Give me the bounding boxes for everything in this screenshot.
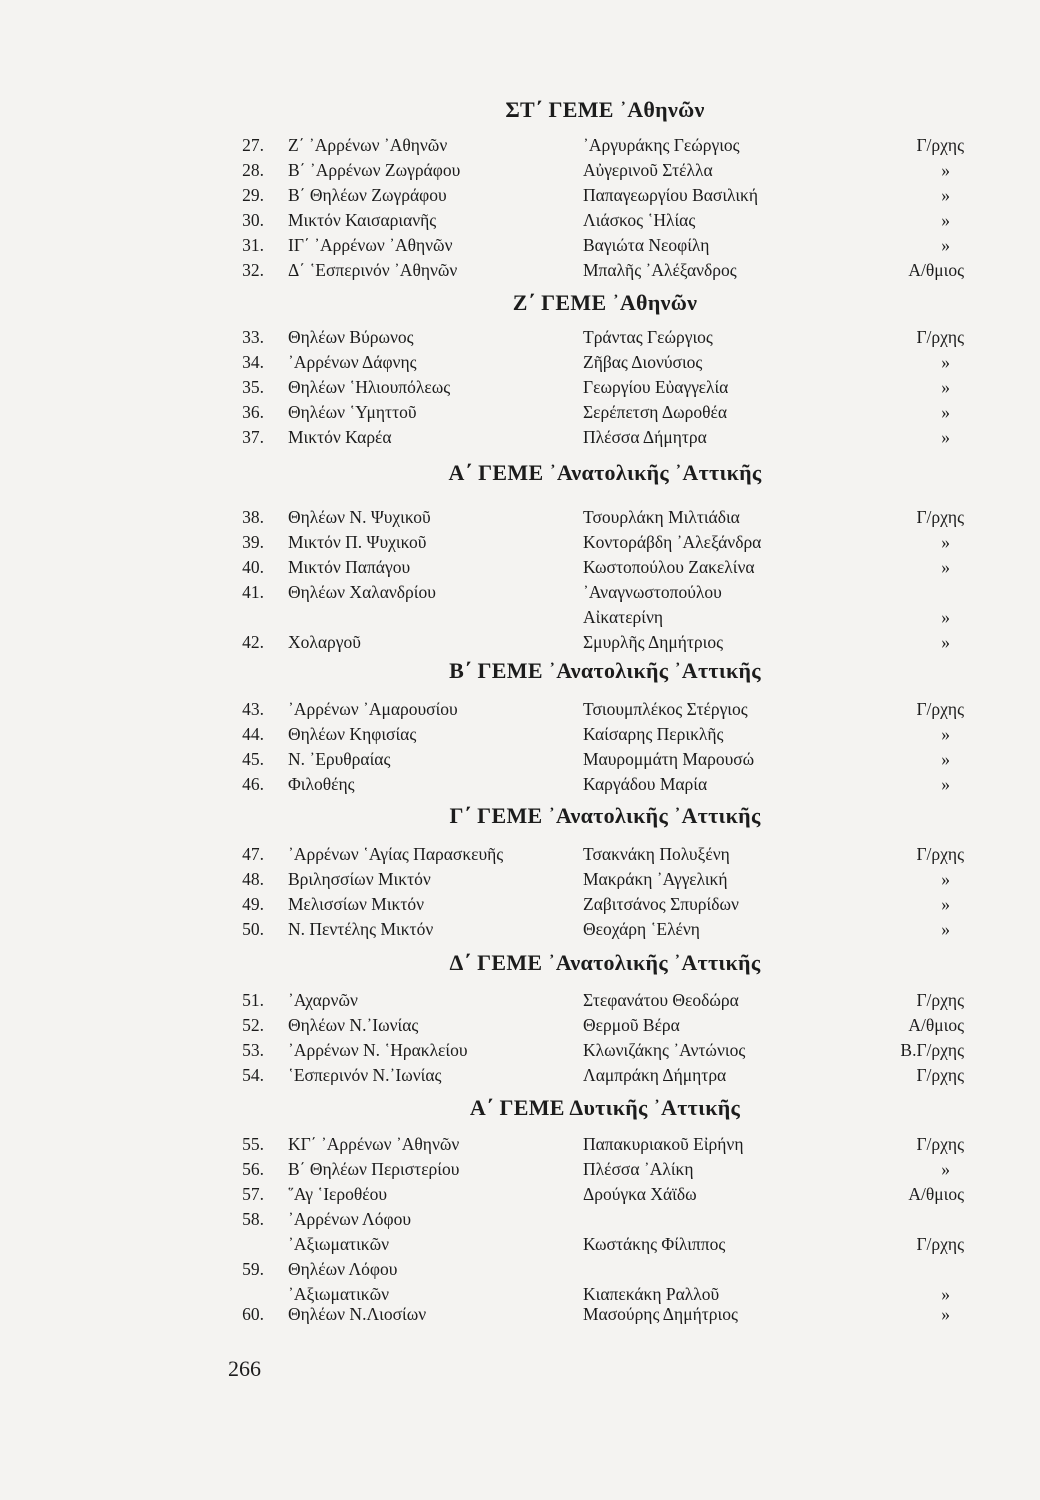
teacher-name: Καίσαρης Περικλῆς bbox=[583, 724, 724, 744]
table-row bbox=[0, 1257, 1040, 1281]
entry-number: 31. bbox=[242, 235, 264, 255]
role: » bbox=[941, 1304, 950, 1324]
entry-number: 37. bbox=[242, 427, 264, 447]
school-name: ΙΓ΄ ᾽Αρρένων ᾽Αθηνῶν bbox=[288, 235, 453, 255]
role: Γ/ρχης bbox=[916, 135, 964, 155]
teacher-name: Σερέπετση Δωροθέα bbox=[583, 402, 727, 422]
entry-number: 49. bbox=[242, 894, 264, 914]
entry-number: 27. bbox=[242, 135, 264, 155]
role: » bbox=[941, 919, 950, 939]
teacher-name: Παπαγεωργίου Βασιλική bbox=[583, 185, 759, 205]
teacher-name: Ζῆβας Διονύσιος bbox=[583, 352, 703, 372]
table-row bbox=[0, 530, 1040, 554]
teacher-name: Γεωργίου Εὐαγγελία bbox=[583, 377, 729, 397]
entry-number: 35. bbox=[242, 377, 264, 397]
teacher-name: Καργάδου Μαρία bbox=[583, 774, 708, 794]
entry-number: 30. bbox=[242, 210, 264, 230]
table-row bbox=[0, 1013, 1040, 1037]
role: » bbox=[941, 774, 950, 794]
role: » bbox=[941, 607, 950, 627]
school-name: Μικτόν Π. Ψυχικοῦ bbox=[288, 532, 427, 552]
table-row bbox=[0, 350, 1040, 374]
role: » bbox=[941, 377, 950, 397]
school-name: ᾽Αχαρνῶν bbox=[288, 990, 358, 1010]
teacher-name: Κοντοράβδη ᾽Αλεξάνδρα bbox=[583, 532, 762, 552]
school-name: ᾽Αρρένων ῾Αγίας Παρασκευῆς bbox=[288, 844, 504, 864]
entry-number: 39. bbox=[242, 532, 264, 552]
school-name: ᾽Αρρένων ᾽Αμαρουσίου bbox=[288, 699, 458, 719]
table-row bbox=[0, 400, 1040, 424]
school-name: Θηλέων ῾Ηλιουπόλεως bbox=[288, 377, 451, 397]
entry-number: 32. bbox=[242, 260, 264, 280]
entry-number: 54. bbox=[242, 1065, 264, 1085]
school-name: Μικτόν Παπάγου bbox=[288, 557, 411, 577]
table-row bbox=[0, 722, 1040, 746]
role: Α/θμιος bbox=[908, 1184, 964, 1204]
table-row-continuation bbox=[0, 605, 1040, 629]
table-row bbox=[0, 325, 1040, 349]
role: » bbox=[941, 632, 950, 652]
table-row bbox=[0, 425, 1040, 449]
table-row bbox=[0, 772, 1040, 796]
role: Γ/ρχης bbox=[916, 1234, 964, 1254]
entry-number: 59. bbox=[242, 1259, 264, 1279]
table-row bbox=[0, 505, 1040, 529]
entry-number: 56. bbox=[242, 1159, 264, 1179]
teacher-name: Σμυρλῆς Δημήτριος bbox=[583, 632, 724, 652]
table-row bbox=[0, 183, 1040, 207]
teacher-name: Τράντας Γεώργιος bbox=[583, 327, 713, 347]
section-title: Ζ΄ ΓΕΜΕ ᾽Αθηνῶν bbox=[512, 290, 698, 315]
teacher-name-continued: Κιαπεκάκη Ραλλοῦ bbox=[583, 1284, 720, 1304]
role: Α/θμιος bbox=[908, 1015, 964, 1035]
table-row bbox=[0, 580, 1040, 604]
section-title: Β΄ ΓΕΜΕ ᾽Ανατολικῆς ᾽Αττικῆς bbox=[449, 658, 761, 683]
entry-number: 33. bbox=[242, 327, 264, 347]
school-name: Ν. Πεντέλης Μικτόν bbox=[288, 919, 434, 939]
school-name: ΚΓ΄ ᾽Αρρένων ᾽Αθηνῶν bbox=[288, 1134, 460, 1154]
teacher-name: Μασούρης Δημήτριος bbox=[583, 1304, 738, 1324]
role: Β.Γ/ρχης bbox=[900, 1040, 964, 1060]
entry-number: 28. bbox=[242, 160, 264, 180]
school-name: ῾Εσπερινόν Ν.᾽Ιωνίας bbox=[288, 1065, 442, 1085]
table-row bbox=[0, 842, 1040, 866]
teacher-name-continued: Κωστάκης Φίλιππος bbox=[583, 1234, 726, 1254]
teacher-name-continued: Αἰκατερίνη bbox=[583, 607, 664, 627]
school-name: Χολαργοῦ bbox=[288, 632, 361, 652]
teacher-name: Τσουρλάκη Μιλτιάδια bbox=[583, 507, 740, 527]
entry-number: 52. bbox=[242, 1015, 264, 1035]
entry-number: 38. bbox=[242, 507, 264, 527]
table-row bbox=[0, 1132, 1040, 1156]
role: » bbox=[941, 1159, 950, 1179]
table-row bbox=[0, 630, 1040, 654]
section-title: Γ΄ ΓΕΜΕ ᾽Ανατολικῆς ᾽Αττικῆς bbox=[449, 803, 761, 828]
role: Γ/ρχης bbox=[916, 990, 964, 1010]
role: » bbox=[941, 532, 950, 552]
teacher-name: Λιάσκος ῾Ηλίας bbox=[583, 210, 696, 230]
role: » bbox=[941, 557, 950, 577]
role: » bbox=[941, 724, 950, 744]
section-title: Δ΄ ΓΕΜΕ ᾽Ανατολικῆς ᾽Αττικῆς bbox=[449, 950, 761, 975]
entry-number: 51. bbox=[242, 990, 264, 1010]
school-name: Θηλέων ῾Υμηττοῦ bbox=[288, 402, 417, 422]
entry-number: 46. bbox=[242, 774, 264, 794]
role: » bbox=[941, 402, 950, 422]
table-row bbox=[0, 917, 1040, 941]
section-title: Α΄ ΓΕΜΕ ᾽Ανατολικῆς ᾽Αττικῆς bbox=[448, 460, 762, 485]
entry-number: 55. bbox=[242, 1134, 264, 1154]
teacher-name: Λαμπράκη Δήμητρα bbox=[583, 1065, 727, 1085]
role: » bbox=[941, 427, 950, 447]
school-name: Δ΄ ῾Εσπερινόν ᾽Αθηνῶν bbox=[288, 260, 458, 280]
school-name: Μικτόν Καισαριανῆς bbox=[288, 210, 437, 230]
role: Α/θμιος bbox=[908, 260, 964, 280]
school-name: Βριλησσίων Μικτόν bbox=[288, 869, 431, 889]
school-name: Β΄ Θηλέων Περιστερίου bbox=[288, 1159, 460, 1179]
school-name: ῞Αγ ῾Ιεροθέου bbox=[288, 1184, 388, 1204]
table-row bbox=[0, 1207, 1040, 1231]
table-row bbox=[0, 988, 1040, 1012]
teacher-name: Δρούγκα Χάϊδω bbox=[583, 1184, 697, 1204]
teacher-name: ᾽Αναγνωστοπούλου bbox=[583, 582, 722, 602]
role: » bbox=[941, 160, 950, 180]
school-name: Θηλέων Ν.Λιοσίων bbox=[288, 1304, 427, 1324]
teacher-name: Στεφανάτου Θεοδώρα bbox=[583, 990, 739, 1010]
table-row bbox=[0, 1157, 1040, 1181]
role: Γ/ρχης bbox=[916, 1134, 964, 1154]
entry-number: 45. bbox=[242, 749, 264, 769]
section-title: ΣΤ΄ ΓΕΜΕ ᾽Αθηνῶν bbox=[505, 97, 705, 122]
school-name: Θηλέων Ν.᾽Ιωνίας bbox=[288, 1015, 419, 1035]
role: Γ/ρχης bbox=[916, 507, 964, 527]
teacher-name: Παπακυριακοῦ Εἰρήνη bbox=[583, 1134, 744, 1154]
table-row bbox=[0, 208, 1040, 232]
school-name: Θηλέων Χαλανδρίου bbox=[288, 582, 436, 602]
teacher-name: Αὐγερινοῦ Στέλλα bbox=[583, 160, 713, 180]
entry-number: 53. bbox=[242, 1040, 264, 1060]
role: » bbox=[941, 894, 950, 914]
teacher-name: Τσιουμπλέκος Στέργιος bbox=[583, 699, 748, 719]
teacher-name: Βαγιώτα Νεοφίλη bbox=[583, 235, 710, 255]
school-name: Θηλέων Βύρωνος bbox=[288, 327, 414, 347]
entry-number: 40. bbox=[242, 557, 264, 577]
teacher-name: Μαυρομμάτη Μαρουσώ bbox=[583, 749, 755, 769]
teacher-name: Θερμοῦ Βέρα bbox=[583, 1015, 680, 1035]
school-name: Β΄ Θηλέων Ζωγράφου bbox=[288, 185, 447, 205]
entry-number: 29. bbox=[242, 185, 264, 205]
school-name: Μελισσίων Μικτόν bbox=[288, 894, 425, 914]
role: » bbox=[941, 1284, 950, 1304]
school-name: Μικτόν Καρέα bbox=[288, 427, 392, 447]
teacher-name: Τσακνάκη Πολυξένη bbox=[583, 844, 730, 864]
role: Γ/ρχης bbox=[916, 699, 964, 719]
teacher-name: Κωστοπούλου Ζακελίνα bbox=[583, 557, 755, 577]
table-row bbox=[0, 697, 1040, 721]
role: Γ/ρχης bbox=[916, 1065, 964, 1085]
school-name: Φιλοθέης bbox=[288, 774, 355, 794]
school-name-continued: ᾽Αξιωματικῶν bbox=[288, 1234, 390, 1254]
entry-number: 34. bbox=[242, 352, 264, 372]
school-name: Ζ΄ ᾽Αρρένων ᾽Αθηνῶν bbox=[288, 135, 448, 155]
role: Γ/ρχης bbox=[916, 327, 964, 347]
table-row bbox=[0, 375, 1040, 399]
teacher-name: Πλέσσα Δήμητρα bbox=[583, 427, 707, 447]
table-row bbox=[0, 1038, 1040, 1062]
table-row bbox=[0, 747, 1040, 771]
teacher-name: Κλωνιζάκης ᾽Αντώνιος bbox=[583, 1040, 746, 1060]
table-row bbox=[0, 133, 1040, 157]
entry-number: 42. bbox=[242, 632, 264, 652]
entry-number: 50. bbox=[242, 919, 264, 939]
teacher-name: Μακράκη ᾽Αγγελική bbox=[583, 869, 728, 889]
role: » bbox=[941, 352, 950, 372]
role: » bbox=[941, 210, 950, 230]
school-name: Θηλέων Ν. Ψυχικοῦ bbox=[288, 507, 431, 527]
table-row bbox=[0, 1063, 1040, 1087]
entry-number: 60. bbox=[242, 1304, 264, 1324]
role: » bbox=[941, 235, 950, 255]
role: » bbox=[941, 869, 950, 889]
school-name: ᾽Αρρένων Λόφου bbox=[288, 1209, 411, 1229]
teacher-name: ᾽Αργυράκης Γεώργιος bbox=[583, 135, 740, 155]
school-name: ᾽Αρρένων Ν. ῾Ηρακλείου bbox=[288, 1040, 468, 1060]
section-title: Α΄ ΓΕΜΕ Δυτικῆς ᾽Αττικῆς bbox=[469, 1095, 741, 1120]
table-row bbox=[0, 1302, 1040, 1326]
teacher-name: Θεοχάρη ῾Ελένη bbox=[583, 919, 700, 939]
entry-number: 48. bbox=[242, 869, 264, 889]
teacher-name: Πλέσσα ᾽Αλίκη bbox=[583, 1159, 694, 1179]
table-row bbox=[0, 892, 1040, 916]
table-row bbox=[0, 1182, 1040, 1206]
teacher-name: Ζαβιτσάνος Σπυρίδων bbox=[583, 894, 739, 914]
entry-number: 43. bbox=[242, 699, 264, 719]
table-row bbox=[0, 555, 1040, 579]
entry-number: 47. bbox=[242, 844, 264, 864]
role: Γ/ρχης bbox=[916, 844, 964, 864]
table-row bbox=[0, 233, 1040, 257]
entry-number: 36. bbox=[242, 402, 264, 422]
table-row bbox=[0, 158, 1040, 182]
table-row bbox=[0, 258, 1040, 282]
table-row-continuation bbox=[0, 1232, 1040, 1256]
school-name: Θηλέων Κηφισίας bbox=[288, 724, 417, 744]
entry-number: 58. bbox=[242, 1209, 264, 1229]
school-name-continued: ᾽Αξιωματικῶν bbox=[288, 1284, 390, 1304]
school-name: Θηλέων Λόφου bbox=[288, 1259, 398, 1279]
teacher-name: Μπαλῆς ᾽Αλέξανδρος bbox=[583, 260, 737, 280]
role: » bbox=[941, 749, 950, 769]
school-name: Β΄ ᾽Αρρένων Ζωγράφου bbox=[288, 160, 461, 180]
school-name: Ν. ᾽Ερυθραίας bbox=[288, 749, 391, 769]
entry-number: 57. bbox=[242, 1184, 264, 1204]
page-number: 266 bbox=[228, 1356, 261, 1381]
school-name: ᾽Αρρένων Δάφνης bbox=[288, 352, 417, 372]
table-row bbox=[0, 867, 1040, 891]
entry-number: 44. bbox=[242, 724, 264, 744]
role: » bbox=[941, 185, 950, 205]
entry-number: 41. bbox=[242, 582, 264, 602]
